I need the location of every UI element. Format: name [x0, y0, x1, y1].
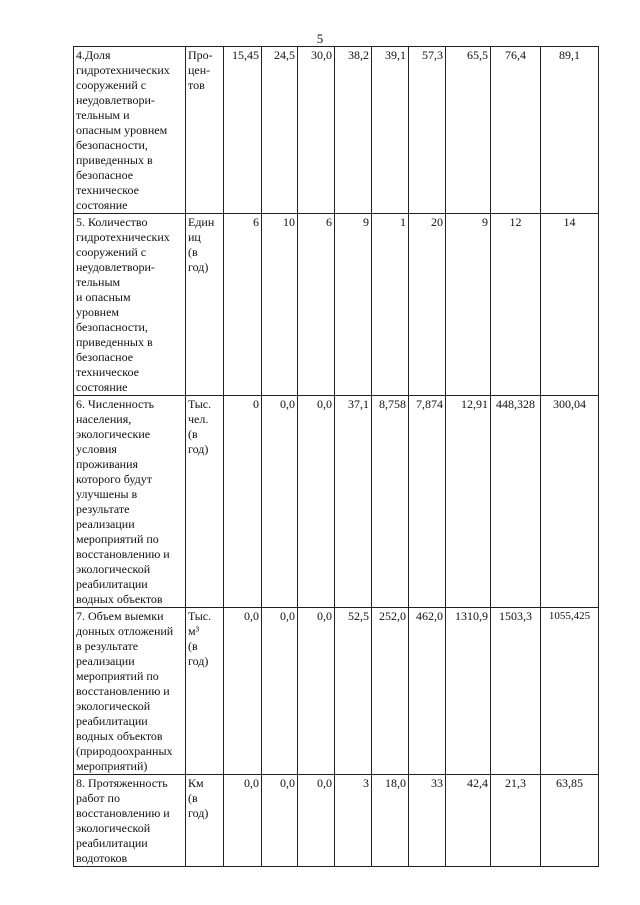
value-cell: 0,0 — [224, 775, 262, 867]
value-cell: 1503,3 — [491, 608, 541, 775]
indicator-name-line: мероприятий по — [76, 532, 159, 546]
indicator-name-line: результате — [76, 502, 130, 516]
indicator-name-line: (природоохранных — [76, 744, 173, 758]
unit-line: Про- — [188, 48, 213, 62]
indicator-name-line: условия — [76, 442, 117, 456]
indicator-name-line: безопасности, — [76, 320, 148, 334]
value-cell: 1055,425 — [541, 608, 599, 775]
indicator-name-line: 7. Объем выемки — [76, 609, 164, 623]
indicator-name-line: техническое — [76, 183, 139, 197]
indicator-name-line: восстановлению и — [76, 684, 170, 698]
indicator-name-line: улучшены в — [76, 487, 138, 501]
value-cell: 65,5 — [446, 47, 491, 214]
unit-cell — [186, 396, 224, 608]
value-cell: 24,5 — [262, 47, 298, 214]
value-cell: 20 — [409, 214, 446, 396]
unit-line: цен- — [188, 63, 211, 77]
value-cell: 10 — [262, 214, 298, 396]
indicator-name-line: неудовлетвори- — [76, 93, 155, 107]
unit-line: Км — [188, 776, 204, 790]
indicator-name-cell — [74, 608, 186, 775]
indicator-name-line: экологической — [76, 699, 151, 713]
value-cell: 12 — [491, 214, 541, 396]
value-cell: 0,0 — [298, 396, 335, 608]
indicator-name-line: экологической — [76, 821, 151, 835]
indicator-name-line: работ по — [76, 791, 120, 805]
table-row — [74, 775, 599, 867]
indicator-name-line: тельным — [76, 275, 121, 289]
indicator-name-line: и опасным — [76, 290, 131, 304]
table-row — [74, 47, 599, 214]
indicator-name-cell — [74, 775, 186, 867]
value-cell: 1310,9 — [446, 608, 491, 775]
table-row — [74, 214, 599, 396]
indicator-name-line: реабилитации — [76, 836, 148, 850]
value-cell: 33 — [409, 775, 446, 867]
unit-cell — [186, 47, 224, 214]
indicator-name-line: восстановлению и — [76, 547, 170, 561]
value-cell: 18,0 — [372, 775, 409, 867]
value-cell: 39,1 — [372, 47, 409, 214]
indicator-name-line: экологические — [76, 427, 151, 441]
unit-line: (в — [188, 791, 198, 805]
indicator-name-line: донных отложений — [76, 624, 174, 638]
indicator-name-line: неудовлетвори- — [76, 260, 155, 274]
indicator-name-line: мероприятий) — [76, 759, 148, 773]
indicator-name-cell — [74, 214, 186, 396]
value-cell: 89,1 — [541, 47, 599, 214]
value-cell: 9 — [446, 214, 491, 396]
value-cell: 3 — [335, 775, 372, 867]
indicator-name-line: 8. Протяженность — [76, 776, 168, 790]
value-cell: 300,04 — [541, 396, 599, 608]
value-cell: 14 — [541, 214, 599, 396]
value-cell: 0,0 — [224, 608, 262, 775]
indicator-name-line: проживания — [76, 457, 139, 471]
indicator-name-line: которого будут — [76, 472, 153, 486]
value-cell: 0,0 — [298, 775, 335, 867]
unit-line: (в — [188, 427, 198, 441]
indicator-name-line: восстановлению и — [76, 806, 170, 820]
value-cell: 7,874 — [409, 396, 446, 608]
indicator-name-line: состояние — [76, 198, 128, 212]
indicator-name-line: водотоков — [76, 851, 128, 865]
unit-line: Тыс. — [188, 397, 212, 411]
indicator-name-line: уровнем — [76, 305, 120, 319]
indicator-name-cell — [74, 396, 186, 608]
unit-line: (в — [188, 639, 198, 653]
value-cell: 0,0 — [262, 396, 298, 608]
value-cell: 57,3 — [409, 47, 446, 214]
unit-line: иц — [188, 230, 201, 244]
indicator-name-line: в результате — [76, 639, 139, 653]
unit-line: Един — [188, 215, 215, 229]
value-cell: 0 — [224, 396, 262, 608]
indicator-name-line: приведенных в — [76, 153, 153, 167]
unit-cell — [186, 775, 224, 867]
value-cell: 1 — [372, 214, 409, 396]
value-cell: 63,85 — [541, 775, 599, 867]
unit-cell — [186, 214, 224, 396]
unit-cell — [186, 608, 224, 775]
indicator-name-line: реализации — [76, 654, 135, 668]
value-cell: 12,91 — [446, 396, 491, 608]
value-cell: 15,45 — [224, 47, 262, 214]
value-cell: 0,0 — [262, 608, 298, 775]
unit-line: год) — [188, 654, 209, 668]
indicator-name-line: водных объектов — [76, 592, 163, 606]
value-cell: 462,0 — [409, 608, 446, 775]
indicator-name-line: реализации — [76, 517, 135, 531]
unit-line: м³ — [188, 624, 200, 638]
value-cell: 252,0 — [372, 608, 409, 775]
indicator-name-line: населения, — [76, 412, 132, 426]
value-cell: 9 — [335, 214, 372, 396]
indicators-table — [73, 46, 599, 867]
table-row — [74, 396, 599, 608]
indicator-name-cell — [74, 47, 186, 214]
indicator-name-line: состояние — [76, 380, 128, 394]
indicator-name-line: приведенных в — [76, 335, 153, 349]
indicator-name-line: 6. Численность — [76, 397, 155, 411]
indicator-name-line: мероприятий по — [76, 669, 159, 683]
value-cell: 0,0 — [298, 608, 335, 775]
indicator-name-line: сооружений с — [76, 78, 147, 92]
unit-line: тов — [188, 78, 205, 92]
value-cell: 21,3 — [491, 775, 541, 867]
indicator-name-line: гидротехнических — [76, 230, 170, 244]
indicator-name-line: безопасности, — [76, 138, 148, 152]
indicator-name-line: гидротехнических — [76, 63, 170, 77]
value-cell: 6 — [224, 214, 262, 396]
unit-line: Тыс. — [188, 609, 212, 623]
indicator-name-line: опасным уровнем — [76, 123, 168, 137]
unit-line: год) — [188, 806, 209, 820]
unit-line: чел. — [188, 412, 209, 426]
unit-line: (в — [188, 245, 198, 259]
value-cell: 52,5 — [335, 608, 372, 775]
indicator-name-line: сооружений с — [76, 245, 147, 259]
value-cell: 8,758 — [372, 396, 409, 608]
value-cell: 76,4 — [491, 47, 541, 214]
value-cell: 30,0 — [298, 47, 335, 214]
indicator-name-line: безопасное — [76, 168, 134, 182]
indicator-name-line: 5. Количество — [76, 215, 148, 229]
value-cell: 448,328 — [491, 396, 541, 608]
value-cell: 6 — [298, 214, 335, 396]
unit-line: год) — [188, 260, 209, 274]
indicator-name-line: безопасное — [76, 350, 134, 364]
page-number: 5 — [316, 31, 324, 46]
indicator-name-line: тельным и — [76, 108, 130, 122]
value-cell: 42,4 — [446, 775, 491, 867]
indicator-name-line: экологической — [76, 562, 151, 576]
indicator-name-line: реабилитации — [76, 577, 148, 591]
indicator-name-line: 4.Доля — [76, 48, 111, 62]
indicator-name-line: водных объектов — [76, 729, 163, 743]
value-cell: 0,0 — [262, 775, 298, 867]
indicator-name-line: реабилитации — [76, 714, 148, 728]
value-cell: 37,1 — [335, 396, 372, 608]
table-row — [74, 608, 599, 775]
indicator-name-line: техническое — [76, 365, 139, 379]
value-cell: 38,2 — [335, 47, 372, 214]
unit-line: год) — [188, 442, 209, 456]
